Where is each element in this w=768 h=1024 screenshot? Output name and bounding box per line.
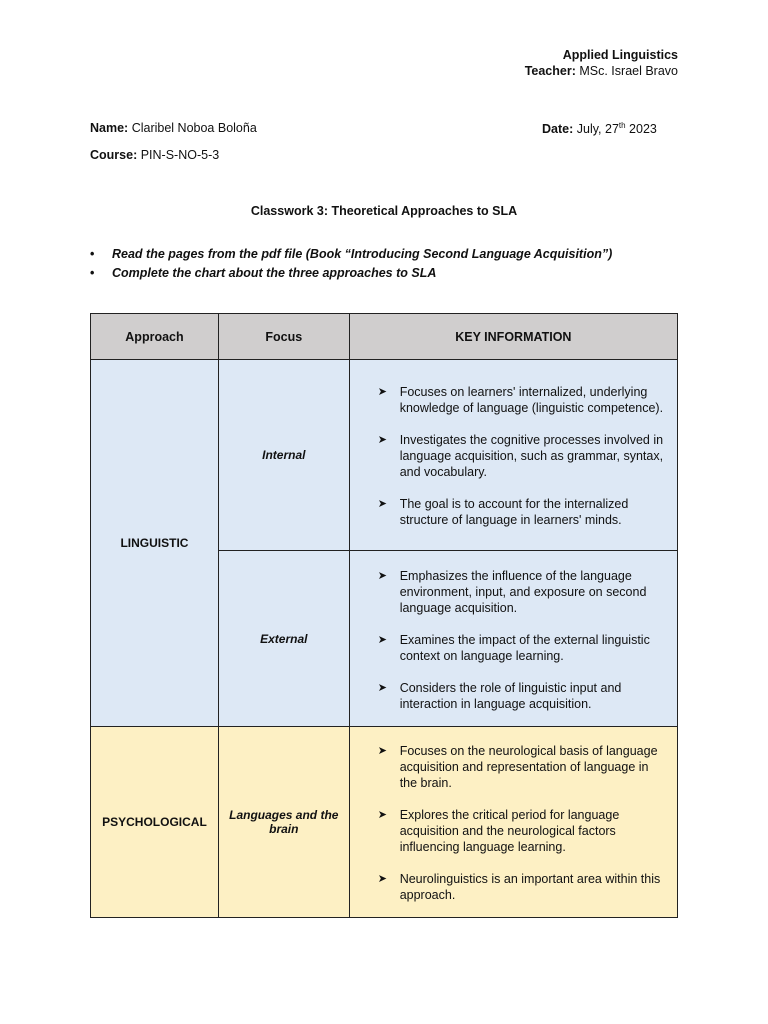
classwork-title: Classwork 3: Theoretical Approaches to SLA [250, 204, 518, 218]
key-point: ➤ Explores the critical period for language acquisition and the neurological factors influencing language learning. [377, 808, 620, 854]
instruction-item: • Complete the chart about the three approaches to SLA [88, 264, 612, 283]
course-value: PIN-S-NO-5-3 [140, 148, 220, 162]
table-row [91, 360, 678, 551]
course-field [90, 148, 219, 162]
date-field [542, 121, 657, 136]
focus-external: External [218, 551, 349, 727]
focus-languages-brain: Languages and the brain [218, 727, 349, 918]
key-info-cell [349, 360, 677, 551]
key-point: ➤ Considers the role of linguistic input and interaction in language acquisition. [377, 680, 622, 711]
key-point: ➤ Emphasizes the influence of the language environment, input, and exposure on second language acquisition. [377, 568, 647, 615]
arrow-bullet-icon: ➤ [377, 681, 387, 694]
arrow-bullet-icon: ➤ [377, 873, 387, 885]
key-info-cell [349, 551, 677, 727]
arrow-bullet-icon: ➤ [377, 809, 387, 821]
key-point: ➤ Focuses on the neurological basis of language acquisition and representation of language in the brain. [377, 744, 658, 790]
table-header-row [91, 314, 678, 360]
bullet-icon: • [90, 247, 95, 261]
instruction-item: • Read the pages from the pdf file (Book “Introducing Second Language Acquisition”) [88, 245, 612, 264]
key-point: ➤ Focuses on learners' internalized, underlying knowledge of language (linguistic competence). [377, 385, 664, 415]
name-value: Claribel Noboa Boloña [131, 121, 257, 135]
arrow-bullet-icon: ➤ [377, 633, 387, 646]
header-focus: Focus [218, 314, 349, 360]
table-row [91, 727, 678, 918]
arrow-bullet-icon: ➤ [377, 386, 387, 398]
key-info-cell [349, 727, 677, 918]
bullet-icon: • [90, 266, 95, 280]
approach-psychological: PSYCHOLOGICAL [91, 727, 219, 918]
arrow-bullet-icon: ➤ [377, 569, 387, 582]
instructions-list [88, 245, 612, 283]
key-point: ➤ The goal is to account for the internalized structure of language in learners' minds. [377, 497, 629, 527]
arrow-bullet-icon: ➤ [377, 745, 387, 757]
date-label: Date: [542, 122, 574, 137]
key-point: ➤ Investigates the cognitive processes involved in language acquisition, such as grammar, syntax, and vocabulary. [377, 433, 664, 479]
name-label: Name: [90, 121, 129, 135]
date-value: July, 27th 2023 [576, 121, 657, 137]
course-title: Applied Linguistics [562, 48, 678, 62]
approach-linguistic: LINGUISTIC [91, 360, 219, 727]
teacher-line [525, 62, 678, 80]
focus-internal: Internal [218, 360, 349, 551]
approaches-table [90, 313, 678, 918]
header-approach: Approach [91, 314, 219, 360]
key-point: ➤ Examines the impact of the external linguistic context on language learning. [377, 632, 650, 663]
arrow-bullet-icon: ➤ [377, 434, 387, 446]
name-field [90, 121, 257, 135]
header-key-information: KEY INFORMATION [349, 314, 677, 360]
teacher-value: MSc. Israel Bravo [579, 64, 678, 78]
teacher-label: Teacher: [524, 64, 576, 78]
key-point: ➤ Neurolinguistics is an important area within this approach. [377, 872, 661, 902]
course-label: Course: [90, 148, 138, 162]
arrow-bullet-icon: ➤ [377, 498, 387, 510]
